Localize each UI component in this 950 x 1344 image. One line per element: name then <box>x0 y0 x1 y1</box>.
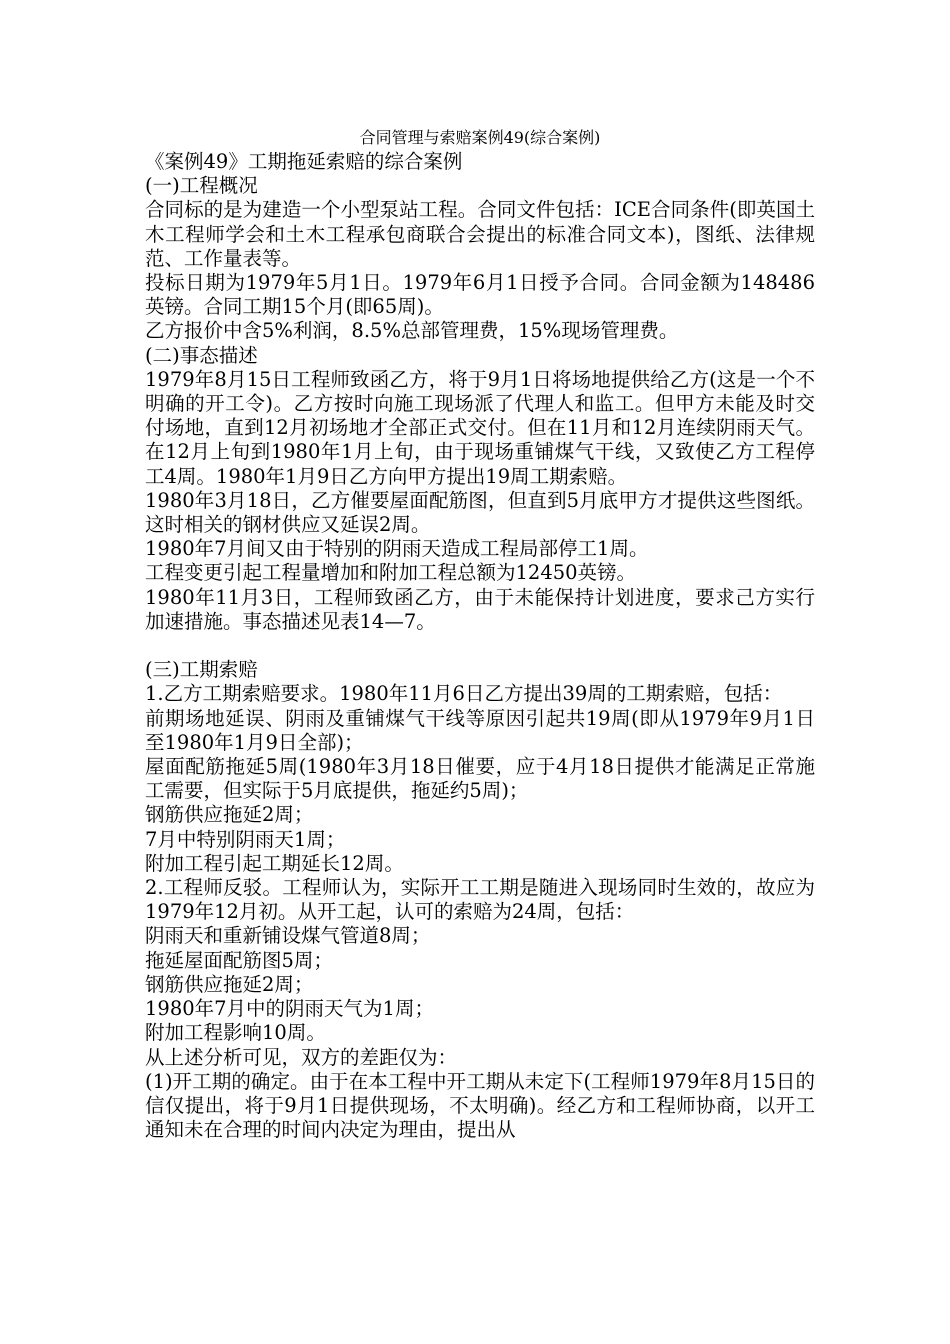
section-heading-overview: (一)工程概况 <box>145 174 258 198</box>
paragraph: 1.乙方工期索赔要求。1980年11月6日乙方提出39周的工期索赔，包括： <box>145 682 783 706</box>
section-heading-events: (二)事态描述 <box>145 343 258 367</box>
paragraph: 乙方报价中含5%利润，8.5%总部管理费，15%现场管理费。 <box>145 319 679 343</box>
paragraph: 附加工程引起工期延长12周。 <box>145 851 404 875</box>
paragraph: 拖延屋面配筋图5周； <box>145 948 333 972</box>
paragraph: 钢筋供应拖延2周； <box>145 803 314 827</box>
document-body <box>145 150 815 1142</box>
paragraph: (1)开工期的确定。由于在本工程中开工期从未定下(工程师1979年8月15日的信仅提出，将于9月1日提供现场，不太明确)。经乙方和工程师协商，以开工通知未在合理的时间内决定为理由，提出从 <box>145 1069 815 1142</box>
paragraph: 1980年11月3日，工程师致函乙方，由于未能保持计划进度，要求己方实行加速措施。事态描述见表14—7。 <box>145 585 815 633</box>
paragraph: 2.工程师反驳。工程师认为，实际开工工期是随进入现场同时生效的，故应为1979年12月初。从开工起，认可的索赔为24周，包括： <box>145 876 815 924</box>
paragraph: 合同标的是为建造一个小型泵站工程。合同文件包括：ICE合同条件(即英国土木工程师学会和土木工程承包商联合会提出的标准合同文本)，图纸、法律规范、工作量表等。 <box>145 198 815 270</box>
blank-line <box>145 634 815 658</box>
paragraph: 屋面配筋拖延5周(1980年3月18日催要，应于4月18日提供才能满足正常施工需要，但实际于5月底提供，拖延约5周)； <box>145 755 815 803</box>
paragraph: 钢筋供应拖延2周； <box>145 972 314 996</box>
paragraph: 1980年3月18日，乙方催要屋面配筋图，但直到5月底甲方才提供这些图纸。这时相关的钢材供应又延误2周。 <box>145 488 815 537</box>
paragraph: 从上述分析可见，双方的差距仅为： <box>145 1045 458 1069</box>
paragraph: 工程变更引起工程量增加和附加工程总额为12450英镑。 <box>145 561 637 585</box>
case-heading: 《案例49》工期拖延索赔的综合案例 <box>145 150 463 173</box>
section-heading-claims: (三)工期索赔 <box>145 658 258 682</box>
paragraph: 附加工程影响10周。 <box>145 1021 326 1045</box>
paragraph: 7月中特别阴雨天1周； <box>145 827 346 851</box>
paragraph: 1980年7月间又由于特别的阴雨天造成工程局部停工1周。 <box>145 537 649 561</box>
paragraph: 前期场地延误、阴雨及重铺煤气干线等原因引起共19周(即从1979年9月1日至1980年1月9日全部)； <box>145 706 815 754</box>
paragraph: 1979年8月15日工程师致函乙方，将于9月1日将场地提供给乙方(这是一个不明确的开工令)。乙方按时向施工现场派了代理人和监工。但甲方未能及时交付场地，直到12月初场地才全部正式交付。但在11月和12月连续阴雨天气。在12月上旬到1980年1月上旬，由于现场重铺煤气干线，又致使乙方工程停 工4周。1980年1月9日乙方向甲方提出19周工期索赔。 <box>145 367 815 488</box>
paragraph: 投标日期为1979年5月1日。1979年6月1日授予合同。合同金额为148486英镑。合同工期15个月(即65周)。 <box>145 271 815 319</box>
document-page <box>145 128 815 1142</box>
document-title: 合同管理与索赔案例49(综合案例) <box>359 128 601 147</box>
paragraph: 1980年7月中的阴雨天气为1周； <box>145 997 434 1021</box>
paragraph: 阴雨天和重新铺设煤气管道8周； <box>145 924 431 948</box>
